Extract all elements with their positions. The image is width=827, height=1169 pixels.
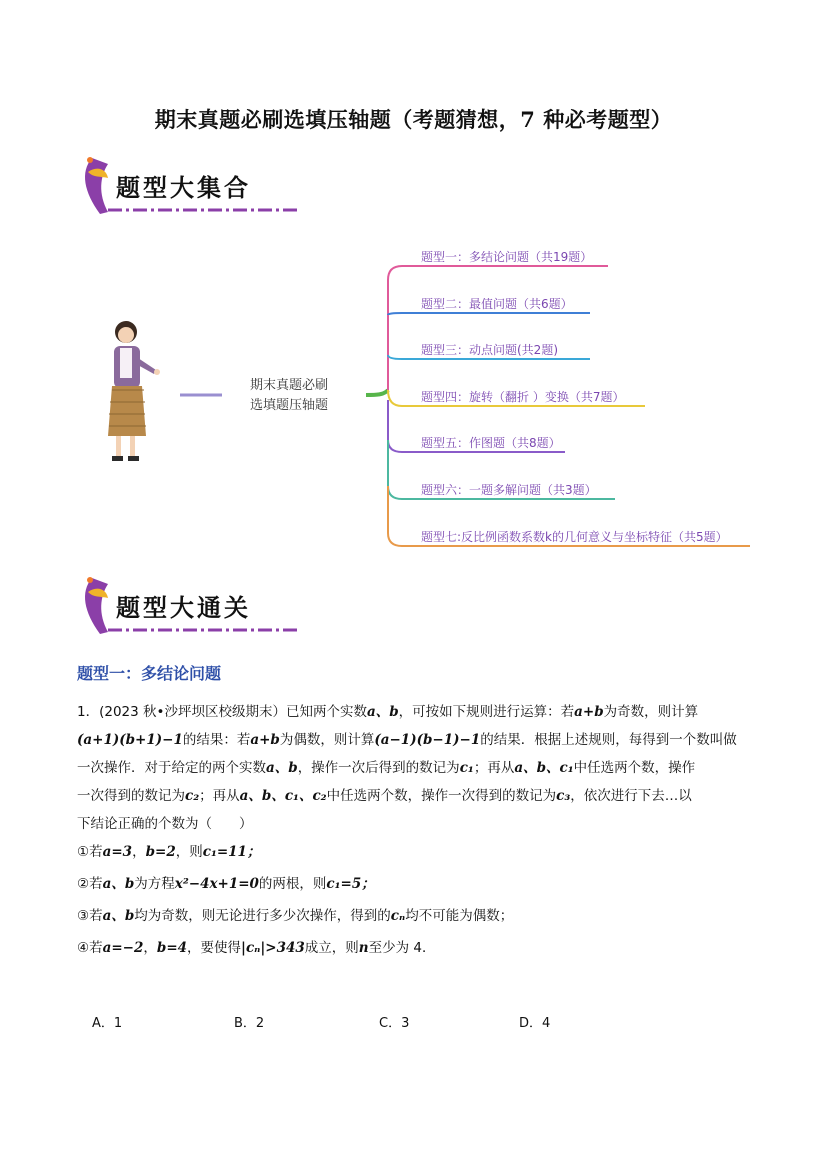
option-b: B．2 [234,1016,265,1031]
question-1-stem [77,698,757,962]
statement-3: ③若a、b均为奇数，则无论进行多少次操作，得到的cₙ均不可能为偶数； [77,908,514,924]
mindmap-branch-4: 题型四：旋转（翻折 ）变换（共7题） [421,390,625,404]
question-line: 一次操作．对于给定的两个实数a、b，操作一次后得到的数记为c₁；再从a、b、c₁中任选两个数，操作 [77,760,696,776]
question-line: (a+1)(b+1)−1的结果：若a+b为偶数，则计算(a−1)(b−1)−1的结果．根据上述规则，每得到一个数叫做 [77,732,737,748]
section-heading: 题型一：多结论问题 [77,664,222,683]
section-banner-practice [78,572,308,642]
question-line: 下结论正确的个数为（ ） [77,816,253,832]
option-c: C．3 [379,1016,410,1031]
mindmap-branch-2: 题型二：最值问题（共6题） [421,297,573,311]
section-banner-collection [78,152,308,222]
statement-1: ①若a=3，b=2，则c₁=11； [77,844,261,860]
mindmap-branch-3: 题型三：动点问题(共2题) [421,343,558,357]
banner-label: 题型大通关 [116,593,251,622]
mindmap-center [250,376,360,416]
mindmap-branch-6: 题型六：一题多解问题（共3题） [421,483,597,497]
option-a: A．1 [92,1016,123,1031]
option-d: D．4 [519,1016,551,1031]
mindmap-branch-1: 题型一：多结论问题（共19题） [421,250,593,264]
mindmap-center-line1: 期末真题必刷 [250,378,329,393]
document-title: 期末真题必刷选填压轴题（考题猜想，7 种必考题型） [154,107,673,132]
mindmap-branch-7: 题型七:反比例函数系数k的几何意义与坐标特征（共5题） [421,530,728,544]
statement-2: ②若a、b为方程x²−4x+1=0的两根，则c₁=5； [77,876,375,892]
question-line: 1．(2023 秋•沙坪坝区校级期末）已知两个实数a、b，可按如下规则进行运算：若a+b为奇数，则计算 [77,704,699,720]
mindmap-center-line2: 选填题压轴题 [250,398,329,413]
statement-4: ④若a=−2，b=4，要使得|cₙ|>343成立，则n至少为 4． [77,940,436,956]
banner-label: 题型大集合 [116,173,251,202]
question-line: 一次得到的数记为c₂；再从a、b、c₁、c₂中任选两个数，操作一次得到的数记为c₃，依次进行下去…以 [77,788,692,804]
teacher-illustration [100,318,170,468]
mindmap-branch-5: 题型五：作图题（共8题） [421,436,561,450]
